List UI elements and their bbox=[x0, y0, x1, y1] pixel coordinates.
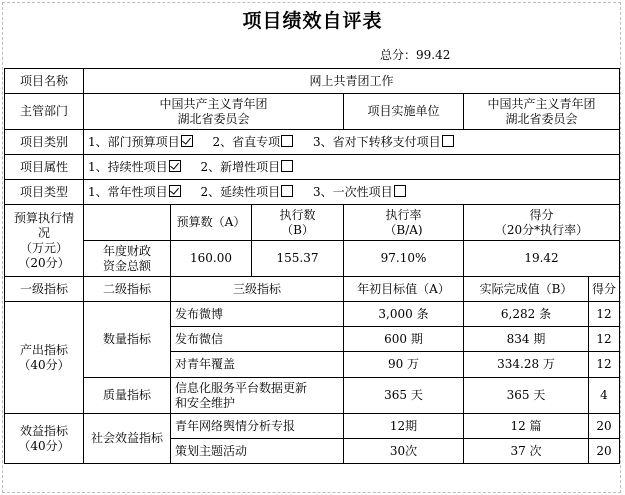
dept-label: 主管部门 bbox=[5, 94, 84, 130]
budget-label: 预算执行情 况 （万元） （20分） bbox=[5, 205, 84, 277]
actual-header: 实际完成值（B） bbox=[464, 277, 589, 302]
table-row bbox=[5, 414, 620, 439]
indicator-actual: 834 期 bbox=[464, 327, 589, 352]
indicator-name: 对青年覆盖 bbox=[171, 352, 344, 378]
indicator-actual: 334.28 万 bbox=[464, 352, 589, 378]
indicator-name: 发布微信 bbox=[171, 327, 344, 352]
unit-label: 项目实施单位 bbox=[344, 94, 464, 130]
row-attribute bbox=[5, 155, 620, 180]
indicator-actual: 6,282 条 bbox=[464, 302, 589, 327]
checkbox-icon[interactable] bbox=[394, 185, 406, 197]
checkbox-icon[interactable] bbox=[442, 135, 454, 147]
row-indicator-header bbox=[5, 277, 620, 302]
col-exec-header: 执行数 （B） bbox=[252, 205, 344, 241]
table-row bbox=[5, 302, 620, 327]
budget-score-value: 19.42 bbox=[464, 241, 620, 277]
rate-value: 97.10% bbox=[344, 241, 464, 277]
indicator-target: 3,000 条 bbox=[344, 302, 464, 327]
output-indicator-label: 产出指标 （40分） bbox=[5, 302, 84, 414]
indicator-name: 青年网络舆情分析专报 bbox=[171, 414, 344, 439]
attribute-label: 项目属性 bbox=[5, 155, 84, 180]
indicator-actual: 37 次 bbox=[464, 439, 589, 464]
checkbox-icon[interactable] bbox=[281, 135, 293, 147]
target-header: 年初目标值（A） bbox=[344, 277, 464, 302]
dept-line1: 中国共产主义青年团 bbox=[159, 96, 268, 111]
col-budget-header: 预算数（A） bbox=[171, 205, 252, 241]
indicator-score: 20 bbox=[589, 414, 620, 439]
unit-value bbox=[464, 94, 620, 130]
level3-header: 三级指标 bbox=[171, 277, 344, 302]
indicator-target: 90 万 bbox=[344, 352, 464, 378]
indicator-score: 12 bbox=[589, 327, 620, 352]
project-name-label: 项目名称 bbox=[5, 69, 84, 94]
category-options bbox=[84, 130, 620, 155]
budget-value: 160.00 bbox=[171, 241, 252, 277]
quality-indicator-label: 质量指标 bbox=[84, 378, 171, 414]
indicator-score: 12 bbox=[589, 352, 620, 378]
row-budget-header bbox=[5, 205, 620, 241]
dept-line2: 湖北省委员会 bbox=[177, 111, 250, 126]
table-row bbox=[5, 378, 620, 414]
type-option-2: 2、延续性项目 bbox=[200, 185, 295, 199]
level1-header: 一级指标 bbox=[5, 277, 84, 302]
checkbox-checked-icon[interactable] bbox=[169, 185, 181, 197]
checkbox-icon[interactable] bbox=[281, 160, 293, 172]
indicator-name: 信息化服务平台数据更新 和安全维护 bbox=[171, 378, 344, 414]
unit-line2: 湖北省委员会 bbox=[505, 111, 578, 126]
indicator-target: 600 期 bbox=[344, 327, 464, 352]
type-label: 项目类型 bbox=[5, 180, 84, 205]
col-rate-header: 执行率 （B/A) bbox=[344, 205, 464, 241]
indicator-target: 12期 bbox=[344, 414, 464, 439]
quantity-indicator-label: 数量指标 bbox=[84, 302, 171, 378]
dept-value bbox=[84, 94, 344, 130]
total-score: 总分：99.42 bbox=[380, 48, 451, 62]
type-option-1: 1、常年性项目 bbox=[88, 185, 183, 199]
indicator-actual: 12 篇 bbox=[464, 414, 589, 439]
category-option-1: 1、部门预算项目 bbox=[88, 135, 195, 149]
indicator-score: 4 bbox=[589, 378, 620, 414]
row-department bbox=[5, 94, 620, 130]
checkbox-checked-icon[interactable] bbox=[181, 135, 193, 147]
attribute-option-1: 1、持续性项目 bbox=[88, 160, 183, 174]
attribute-options bbox=[84, 155, 620, 180]
checkbox-icon[interactable] bbox=[281, 185, 293, 197]
budget-row-label: 年度财政 资金总额 bbox=[84, 241, 171, 277]
unit-line1: 中国共产主义青年团 bbox=[487, 96, 596, 111]
indicator-name: 策划主题活动 bbox=[171, 439, 344, 464]
indicator-score: 20 bbox=[589, 439, 620, 464]
social-benefit-label: 社会效益指标 bbox=[84, 414, 171, 464]
indicator-score: 12 bbox=[589, 302, 620, 327]
evaluation-table bbox=[4, 68, 620, 464]
score-header: 得分 bbox=[589, 277, 620, 302]
row-budget-values bbox=[5, 241, 620, 277]
benefit-indicator-label: 效益指标 （40分） bbox=[5, 414, 84, 464]
indicator-target: 30次 bbox=[344, 439, 464, 464]
project-name-value: 网上共青团工作 bbox=[84, 69, 620, 94]
budget-blank-header bbox=[84, 205, 171, 241]
indicator-target: 365 天 bbox=[344, 378, 464, 414]
page-title: 项目绩效自评表 bbox=[242, 10, 383, 32]
row-category bbox=[5, 130, 620, 155]
row-project-name bbox=[5, 69, 620, 94]
col-score-header: 得分 （20分*执行率） bbox=[464, 205, 620, 241]
category-option-3: 3、省对下转移支付项目 bbox=[313, 135, 456, 149]
exec-value: 155.37 bbox=[252, 241, 344, 277]
checkbox-checked-icon[interactable] bbox=[169, 160, 181, 172]
level2-header: 二级指标 bbox=[84, 277, 171, 302]
indicator-actual: 365 天 bbox=[464, 378, 589, 414]
type-option-3: 3、一次性项目 bbox=[313, 185, 408, 199]
attribute-option-2: 2、新增性项目 bbox=[200, 160, 295, 174]
type-options bbox=[84, 180, 620, 205]
indicator-name: 发布微博 bbox=[171, 302, 344, 327]
category-label: 项目类别 bbox=[5, 130, 84, 155]
category-option-2: 2、省直专项 bbox=[212, 135, 295, 149]
row-type bbox=[5, 180, 620, 205]
